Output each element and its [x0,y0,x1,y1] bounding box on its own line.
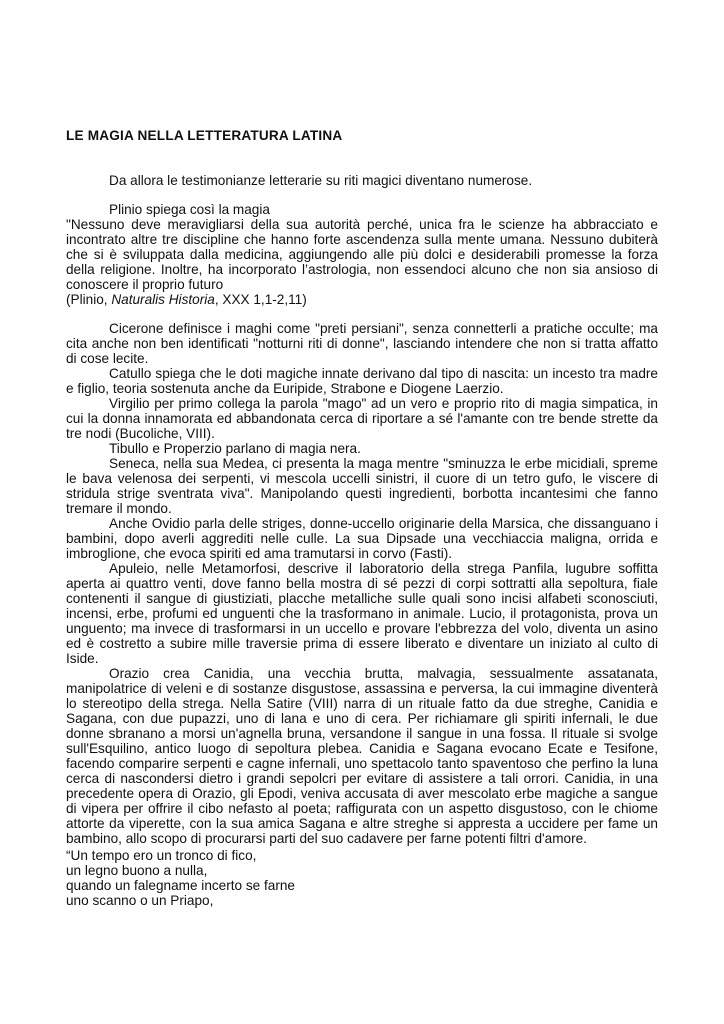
paragraph-apuleio: Apuleio, nelle Metamorfosi, descrive il laboratorio della strega Panfila, lugubre soffitta aperta ai quattro venti, dove fanno bella mostra di sé pezzi di corpi sottratti alla sepoltura, fiale contenenti il sangue di giustiziati, placche metalliche sulle quali sono incisi alfabeti sconosciuti, incensi, erbe, profumi ed unguenti che la trasformano in animale. Lucio, il protagonista, prova un unguento; ma invece di trasformarsi in un uccello e provare l'ebbrezza del volo, diventa un asino ed è costretto a subire mille traversie prima di essere liberato e diventare un iniziato al culto di Iside. [66,561,658,666]
citation-suffix: , XXX 1,1-2,11) [214,292,307,307]
citation-prefix: (Plinio, [66,292,112,307]
poem-excerpt [66,848,658,908]
plinio-section [66,202,658,307]
intro-text: Da allora le testimonianze letterarie su riti magici diventano numerose. [109,173,533,188]
paragraph-tibullo: Tibullo e Properzio parlano di magia nera. [109,441,361,456]
plinio-lead: Plinio spiega così la magia [109,202,270,217]
citation-work: Naturalis Historia [111,292,215,307]
body-paragraphs [66,321,658,846]
paragraph-cicerone: Cicerone definisce i maghi come "preti persiani", senza connetterli a pratiche occulte; ma cita anche non ben identificati "notturni riti di donne", lasciando intendere che non si tratta affatto di cose lecite. [66,321,658,366]
plinio-citation [66,292,658,307]
poem-line: “Un tempo ero un tronco di fico, [66,848,257,863]
paragraph-virgilio: Virgilio per primo collega la parola "mago" ad un vero e proprio rito di magia simpatica, in cui la donna innamorata ed abbandonata cerca di riportare a sé l'amante con tre bende strette da tre nodi (Bucoliche, VIII). [66,396,658,441]
paragraph-orazio: Orazio crea Canidia, una vecchia brutta, malvagia, sessualmente assatanata, manipolatrice di veleni e di sostanze disgustose, assassina e perversa, la cui immagine diventerà lo stereotipo della strega. Nella Satire (VIII) narra di un rituale fatto da due streghe, Canidia e Sagana, con due pupazzi, uno di lana e uno di cera. Per richiamare gli spiriti infernali, le due donne sbranano a morsi un'agnella bruna, versandone il sangue in una fossa. Il rituale si svolge sull'Esquilino, antico luogo di sepoltura plebea. Canidia e Sagana evocano Ecate e Tesifone, facendo comparire serpenti e cagne infernali, uno spettacolo tanto spaventoso che perfino la luna cerca di nascondersi dietro i grandi sepolcri per evitare di assistere a tali orrori. Canidia, in una precedente opera di Orazio, gli Epodi, veniva accusata di aver mescolato erbe magiche a sangue di vipera per offrire il cibo nefasto al poeta; raffigurata con un aspetto disgustoso, con le chiome attorte da viperette, con la sua amica Sagana e altre streghe si appresta a uccidere per fame un bambino, allo scopo di procurarsi parti del suo cadavere per farne potenti filtri d'amore. [66,666,658,846]
document-title: LE MAGIA NELLA LETTERATURA LATINA [66,128,343,143]
intro-paragraph [66,173,658,188]
poem-line: uno scanno o un Priapo, [66,893,214,908]
paragraph-seneca: Seneca, nella sua Medea, ci presenta la maga mentre "sminuzza le erbe micidiali, spreme le bava velenosa dei serpenti, vi mescola uccelli sinistri, il cuore di un tetro gufo, le viscere di stridula strige sventrata viva". Manipolando questi ingredienti, borbotta incantesimi che fanno tremare il mondo. [66,456,658,516]
poem-line: quando un falegname incerto se farne [66,878,295,893]
paragraph-ovidio: Anche Ovidio parla delle striges, donne-uccello originarie della Marsica, che dissanguano i bambini, dopo averli aggrediti nelle culle. La sua Dipsade una vecchiaccia maligna, orrida e imbroglione, che evoca spiriti ed ama tramutarsi in corvo (Fasti). [66,516,658,561]
paragraph-catullo: Catullo spiega che le doti magiche innate derivano dal tipo di nascita: un incesto tra madre e figlio, teoria sostenuta anche da Euripide, Strabone e Diogene Laerzio. [66,366,658,396]
plinio-quote: "Nessuno deve meravigliarsi della sua autorità perché, unica fra le scienze ha abbracciato e incontrato altre tre discipline che hanno forte ascendenza sulla mente umana. Nessuno dubiterà che si è sviluppata dalla medicina, aggiungendo alle più dolci e desiderabili promesse la forza della religione. Inoltre, ha incorporato l’astrologia, non essendoci alcuno che non sia ansioso di conoscere il proprio futuro [66,217,658,292]
poem-line: un legno buono a nulla, [66,863,208,878]
